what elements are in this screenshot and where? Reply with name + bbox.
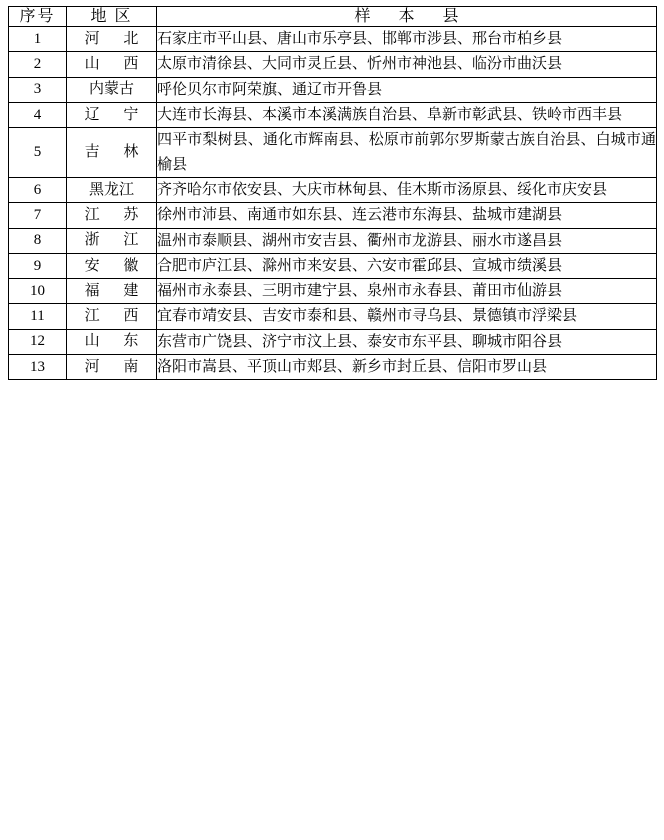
cell-counties: 石家庄市平山县、唐山市乐亭县、邯郸市涉县、邢台市柏乡县: [157, 27, 657, 52]
cell-region: [67, 177, 157, 202]
cell-region: [67, 279, 157, 304]
cell-region: [67, 329, 157, 354]
cell-index: 6: [9, 177, 67, 202]
cell-region: [67, 355, 157, 380]
table-row: [9, 27, 657, 52]
cell-index: 7: [9, 203, 67, 228]
cell-counties: 大连市长海县、本溪市本溪满族自治县、阜新市彰武县、铁岭市西丰县: [157, 103, 657, 128]
cell-counties: 洛阳市嵩县、平顶山市郏县、新乡市封丘县、信阳市罗山县: [157, 355, 657, 380]
cell-index: 2: [9, 52, 67, 77]
region-label: 山 东: [84, 333, 149, 350]
cell-index: 1: [9, 27, 67, 52]
table-row: [9, 228, 657, 253]
cell-counties: 福州市永泰县、三明市建宁县、泉州市永春县、莆田市仙游县: [157, 279, 657, 304]
column-header-region: 地 区: [67, 7, 157, 27]
region-label: 吉 林: [84, 144, 149, 161]
cell-index: 4: [9, 103, 67, 128]
table-row: [9, 304, 657, 329]
cell-region: [67, 77, 157, 102]
region-label: 山 西: [84, 56, 149, 73]
cell-region: [67, 128, 157, 178]
cell-index: 10: [9, 279, 67, 304]
column-header-counties: 样 本 县: [157, 7, 657, 27]
table-row: [9, 253, 657, 278]
cell-index: 5: [9, 128, 67, 178]
cell-counties: 宜春市靖安县、吉安市泰和县、赣州市寻乌县、景德镇市浮梁县: [157, 304, 657, 329]
region-label: 江 苏: [84, 206, 149, 223]
cell-region: [67, 203, 157, 228]
cell-index: 8: [9, 228, 67, 253]
cell-region: [67, 52, 157, 77]
table-row: [9, 203, 657, 228]
cell-index: 11: [9, 304, 67, 329]
cell-counties: 合肥市庐江县、滁州市来安县、六安市霍邱县、宣城市绩溪县: [157, 253, 657, 278]
table-row: [9, 103, 657, 128]
table-body: [9, 27, 657, 380]
column-header-index: 序号: [9, 7, 67, 27]
table-row: [9, 128, 657, 178]
region-label: 福 建: [84, 282, 149, 299]
cell-counties: 呼伦贝尔市阿荣旗、通辽市开鲁县: [157, 77, 657, 102]
region-label: 辽 宁: [84, 106, 149, 123]
sample-county-table: [8, 6, 657, 380]
region-label: 内蒙古: [88, 81, 134, 98]
cell-index: 12: [9, 329, 67, 354]
table-row: [9, 279, 657, 304]
table-header-row: [9, 7, 657, 27]
region-label: 浙 江: [84, 232, 149, 249]
table-row: [9, 355, 657, 380]
cell-index: 3: [9, 77, 67, 102]
cell-region: [67, 27, 157, 52]
region-label: 黑龙江: [88, 181, 134, 198]
cell-counties: 温州市泰顺县、湖州市安吉县、衢州市龙游县、丽水市遂昌县: [157, 228, 657, 253]
cell-region: [67, 103, 157, 128]
table-row: [9, 177, 657, 202]
cell-region: [67, 304, 157, 329]
table-row: [9, 329, 657, 354]
region-label: 河 北: [84, 30, 149, 47]
cell-index: 9: [9, 253, 67, 278]
region-label: 安 徽: [84, 257, 149, 274]
cell-counties: 四平市梨树县、通化市辉南县、松原市前郭尔罗斯蒙古族自治县、白城市通榆县: [157, 128, 657, 178]
table-row: [9, 77, 657, 102]
cell-index: 13: [9, 355, 67, 380]
cell-region: [67, 253, 157, 278]
table-row: [9, 52, 657, 77]
table-header: [9, 7, 657, 27]
cell-counties: 齐齐哈尔市依安县、大庆市林甸县、佳木斯市汤原县、绥化市庆安县: [157, 177, 657, 202]
cell-counties: 徐州市沛县、南通市如东县、连云港市东海县、盐城市建湖县: [157, 203, 657, 228]
region-label: 江 西: [84, 308, 149, 325]
cell-counties: 东营市广饶县、济宁市汶上县、泰安市东平县、聊城市阳谷县: [157, 329, 657, 354]
cell-counties: 太原市清徐县、大同市灵丘县、忻州市神池县、临汾市曲沃县: [157, 52, 657, 77]
cell-region: [67, 228, 157, 253]
region-label: 河 南: [84, 358, 149, 375]
